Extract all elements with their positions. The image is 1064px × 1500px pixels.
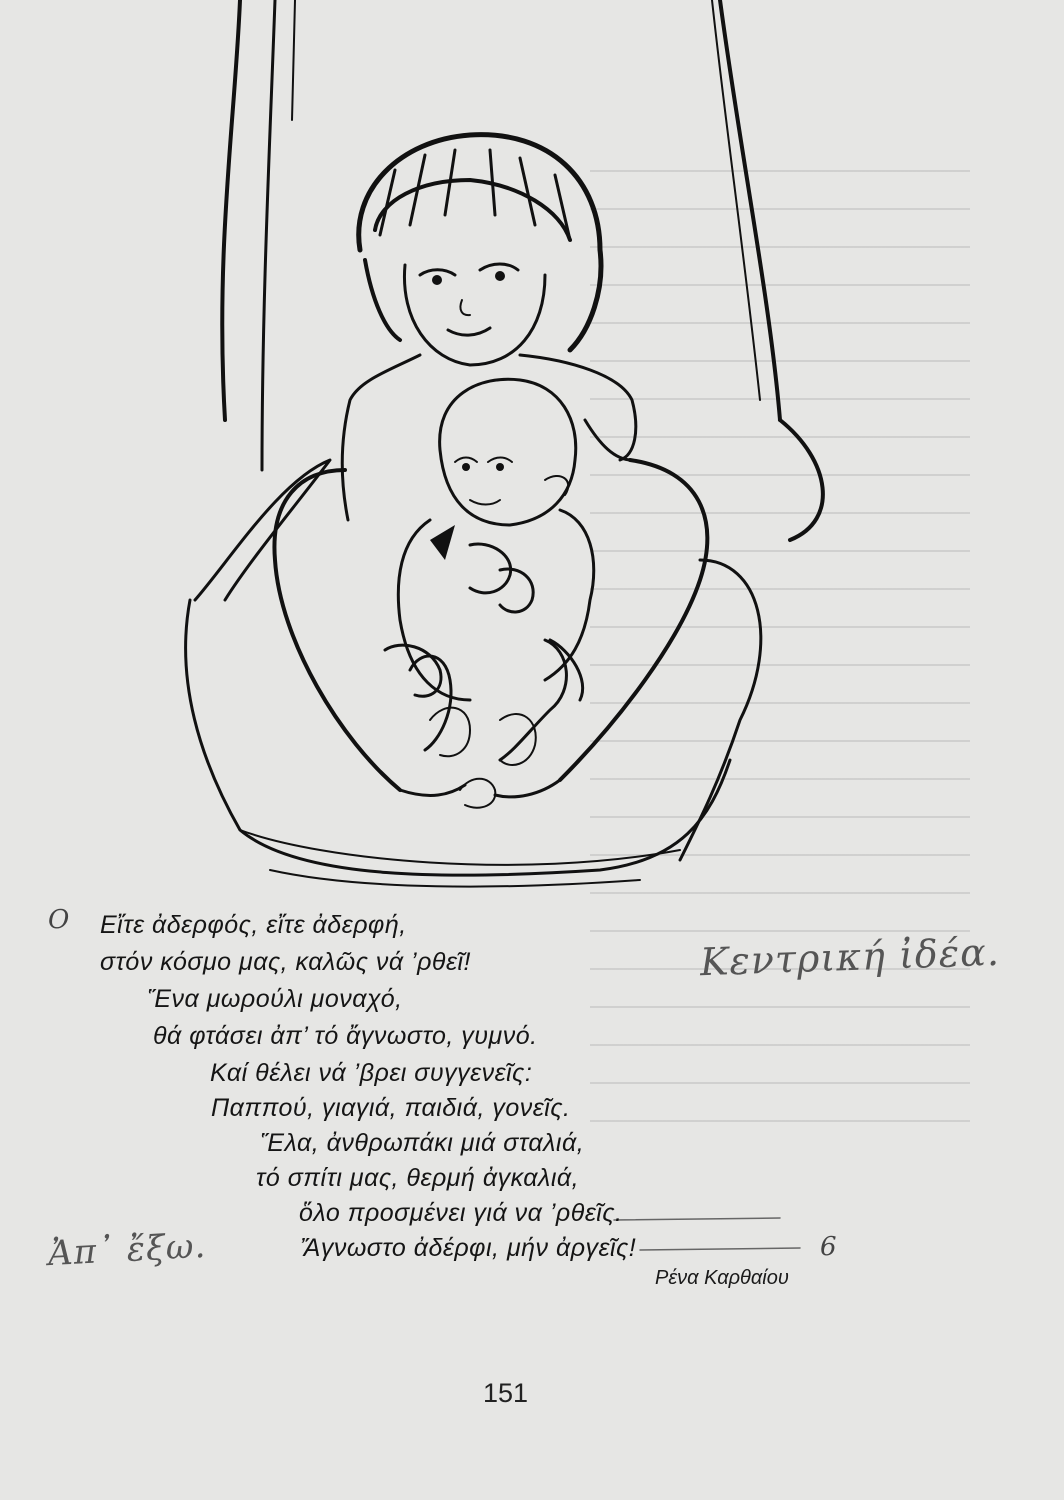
poem-line: Εἴτε ἀδερφός, εἴτε ἀδερφή, [100,911,407,939]
poem-line: ὅλο προσμένει γιά να ’ρθεῖς. [299,1199,623,1227]
poem-line: Ἕλα, ἀνθρωπάκι μιά σταλιά, [260,1129,585,1157]
handwritten-mark-start: Ο [48,905,70,935]
poem-line: τό σπίτι μας, θερμή ἀγκαλιά, [256,1164,580,1192]
poem-author: Ρένα Καρθαίου [655,1267,789,1289]
poem-line: στόν κόσμο μας, καλῶς νά ’ρθεῖ! [100,948,471,976]
poem-line: Παππού, γιαγιά, παιδιά, γονεῖς. [211,1094,571,1122]
poem-line: Ἄγνωστο ἀδέρφι, μήν ἀργεῖς! [300,1234,637,1262]
poem-line: Καί θέλει νά ’βρει συγγενεῖς: [210,1059,533,1087]
handwritten-note-central-idea: Κεντρική ἰδέα. [699,929,1001,985]
handwritten-mark-end: 6 [820,1232,837,1262]
poem-line: Ἕνα μωρούλι μοναχό, [147,985,403,1013]
page-number: 151 [483,1378,529,1408]
poem-line: θά φτάσει ἀπ’ τό ἄγνωστο, γυμνό. [153,1022,538,1050]
handwritten-note-left: Ἀπ᾽ ἔξω. [47,1225,208,1275]
